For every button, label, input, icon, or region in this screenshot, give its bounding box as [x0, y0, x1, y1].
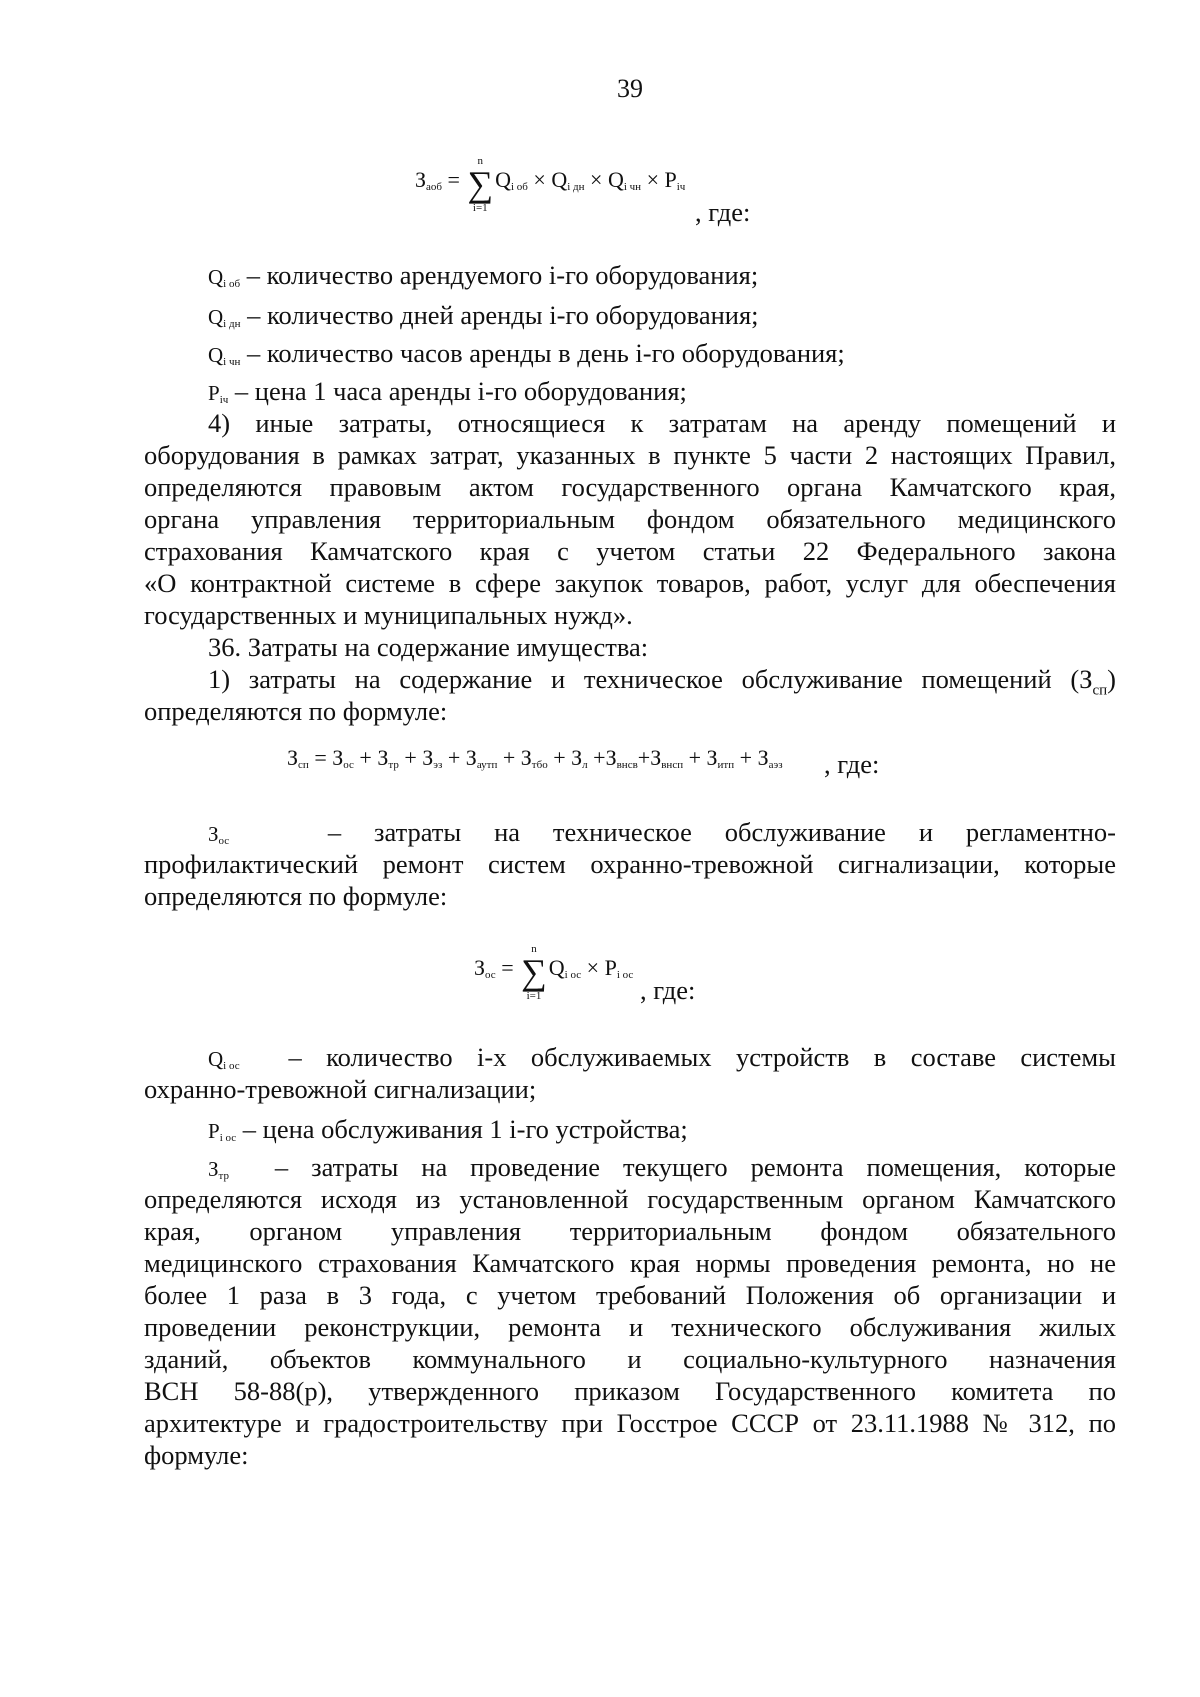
- definition-line: $P_{i ос}$ – цена обслуживания 1 i-го устройства;: [208, 1114, 688, 1144]
- paragraph-line: формуле:: [144, 1440, 249, 1470]
- paragraph-line: более 1 раза в 3 года, с учетом требований Положения об организации и: [144, 1280, 1116, 1310]
- definition-line: $З_{тр}$ – затраты на проведение текущего ремонта помещения, которые: [208, 1152, 1116, 1182]
- paragraph-line: органа управления территориальным фондом обязательного медицинского: [144, 504, 1116, 534]
- formula-where-label: , где:: [695, 197, 751, 227]
- paragraph-line: оборудования в рамках затрат, указанных в пункте 5 части 2 настоящих Правил,: [144, 440, 1116, 470]
- formula-where-label: , где:: [640, 975, 696, 1005]
- paragraph-line: охранно-тревожной сигнализации;: [144, 1074, 537, 1104]
- sum-symbol: ∑ n i=1: [521, 943, 547, 1002]
- formula-where-label: , где:: [824, 749, 880, 779]
- sum-symbol: ∑ n i=1: [467, 155, 494, 214]
- definition-line: $P_{iч}$ – цена 1 часа аренды i-го оборудования;: [208, 376, 687, 406]
- paragraph-line: «О контрактной системе в сфере закупок товаров, работ, услуг для обеспечения: [144, 568, 1116, 598]
- definition-line: $Q_{i дн}$ – количество дней аренды i-го оборудования;: [208, 300, 759, 330]
- paragraph-line: государственных и муниципальных нужд».: [144, 600, 633, 630]
- formula-security-maintenance: $З_{ос}$ = ∑ n i=1 $Q_{i ос} \times P_{i ос}$: [474, 943, 634, 1002]
- paragraph-line: медицинского страхования Камчатского края нормы проведения ремонта, но не: [144, 1248, 1116, 1278]
- page-number: 39: [617, 74, 643, 103]
- definition-line: $Q_{i ос}$ – количество i-х обслуживаемых устройств в составе системы: [208, 1042, 1116, 1072]
- definition-line: $Q_{i чн}$ – количество часов аренды в день i-го оборудования;: [208, 338, 845, 368]
- paragraph-line: определяются исходя из установленной государственным органом Камчатского: [144, 1184, 1116, 1214]
- paragraph-line: края, органом управления территориальным фондом обязательного: [144, 1216, 1116, 1246]
- section-heading: 36. Затраты на содержание имущества:: [208, 632, 649, 662]
- paragraph-line: определяются по формуле:: [144, 881, 448, 911]
- definition-line: $З_{ос}$ – затраты на техническое обслуживание и регламентно-: [208, 817, 1116, 847]
- paragraph-line: проведении реконструкции, ремонта и технического обслуживания жилых: [144, 1312, 1116, 1342]
- paragraph-line: страхования Камчатского края с учетом статьи 22 Федерального закона: [144, 536, 1116, 566]
- paragraph-line: 4) иные затраты, относящиеся к затратам на аренду помещений и: [208, 408, 1116, 438]
- paragraph-line: ВСН 58-88(р), утвержденного приказом Государственного комитета по: [144, 1376, 1116, 1406]
- paragraph-line: определяются правовым актом государственного органа Камчатского края,: [144, 472, 1116, 502]
- paragraph-line: архитектуре и градостроительству при Госстрое СССР от 23.11.1988 № 312, по: [144, 1408, 1116, 1438]
- paragraph-line: определяются по формуле:: [144, 696, 448, 726]
- formula-maintenance-total: $З_{сп} = З_{ос} + З_{тр} + З_{эз} + З_{аутп} + З_{тбо} + З_л +З_{внсв}+З_{внсп} + З_{итп} + З_{аэз}$: [287, 745, 783, 771]
- paragraph-line: профилактический ремонт систем охранно-тревожной сигнализации, которые: [144, 849, 1116, 879]
- formula-rent-equipment: $З_{аоб}$ = ∑ n i=1 $Q_{i об} \times Q_{i дн} \times Q_{i чн} \times P_{iч}$: [415, 155, 686, 214]
- paragraph-line: 1) затраты на содержание и техническое обслуживание помещений $(З_{сп})$: [208, 664, 1116, 699]
- definition-line: $Q_{i об}$ – количество арендуемого i-го оборудования;: [208, 260, 759, 290]
- paragraph-line: зданий, объектов коммунального и социально-культурного назначения: [144, 1344, 1116, 1374]
